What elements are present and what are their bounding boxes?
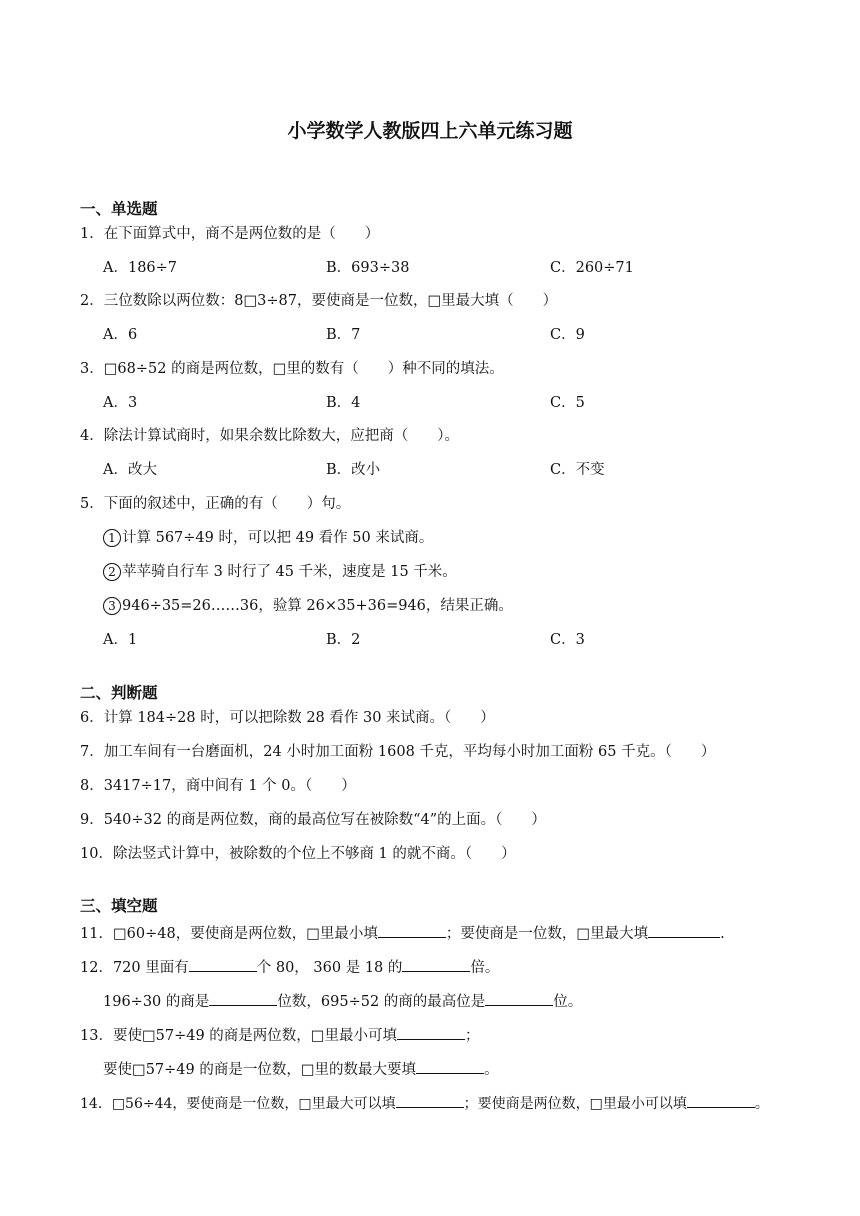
section-heading-single-choice: 一、单选题	[80, 200, 158, 218]
question-text: 个 80， 360 是 18 的	[256, 960, 403, 976]
question-13-line-2	[103, 1058, 499, 1080]
question-5-option-b: B．2	[326, 632, 361, 648]
question-13-line-1	[80, 1024, 480, 1046]
question-2-option-a: A．6	[103, 327, 138, 343]
section-heading-true-false: 二、判断题	[80, 684, 158, 702]
question-text: 位数，695÷52 的商的最高位是	[277, 994, 486, 1010]
answer-blank[interactable]	[396, 1092, 464, 1108]
answer-blank[interactable]	[485, 990, 553, 1006]
question-5-statement-3	[103, 596, 513, 616]
section-heading-fill-blank: 三、填空题	[80, 897, 158, 915]
circled-number: 1	[103, 529, 121, 547]
question-3-option-c: C．5	[550, 395, 585, 411]
question-1-option-c: C．260÷71	[550, 260, 634, 276]
question-5-option-a: A．1	[103, 632, 138, 648]
statement-text: 苹苹骑自行车 3 时行了 45 千米，速度是 15 千米。	[122, 564, 457, 580]
question-3-stem: 3．□68÷52 的商是两位数，□里的数有（ ）种不同的填法。	[80, 361, 504, 377]
question-text: 倍。	[470, 960, 500, 976]
question-text: .	[720, 926, 725, 942]
question-7: 7．加工车间有一台磨面机，24 小时加工面粉 1608 千克，平均每小时加工面粉 65 千克。（ ）	[80, 744, 716, 760]
answer-blank[interactable]	[402, 956, 470, 972]
statement-text: 946÷35=26……36，验算 26×35+36=946，结果正确。	[122, 598, 513, 614]
circled-number: 3	[103, 597, 121, 615]
page-title: 小学数学人教版四上六单元练习题	[287, 120, 573, 142]
question-4-option-b: B．改小	[326, 462, 381, 478]
answer-blank[interactable]	[687, 1092, 755, 1108]
question-12-line-2	[103, 990, 582, 1012]
question-3-option-a: A．3	[103, 395, 138, 411]
question-2-stem: 2．三位数除以两位数：8□3÷87，要使商是一位数，□里最大填（ ）	[80, 293, 558, 309]
answer-blank[interactable]	[378, 922, 446, 938]
question-4-option-c: C．不变	[550, 462, 605, 478]
question-9: 9．540÷32 的商是两位数，商的最高位写在被除数“4”的上面。（ ）	[80, 812, 546, 828]
question-text: 位。	[553, 994, 583, 1010]
answer-blank[interactable]	[648, 922, 720, 938]
answer-blank[interactable]	[397, 1024, 465, 1040]
question-4-option-a: A．改大	[103, 462, 157, 478]
question-text: 要使□57÷49 的商是一位数，□里的数最大要填	[103, 1062, 417, 1078]
question-text: 12．720 里面有	[80, 960, 189, 976]
question-text: 13．要使□57÷49 的商是两位数，□里最小可填	[80, 1028, 398, 1044]
question-text: ；要使商是一位数，□里最大填	[445, 926, 649, 942]
question-1-option-b: B．693÷38	[326, 260, 410, 276]
question-1-option-a: A．186÷7	[103, 260, 178, 276]
question-12-line-1	[80, 956, 499, 978]
question-6: 6．计算 184÷28 时，可以把除数 28 看作 30 来试商。（ ）	[80, 710, 495, 726]
question-2-option-b: B．7	[326, 327, 361, 343]
question-5-stem: 5．下面的叙述中，正确的有（ ）句。	[80, 496, 351, 512]
question-text: 196÷30 的商是	[103, 994, 210, 1010]
statement-text: 计算 567÷49 时，可以把 49 看作 50 来试商。	[122, 530, 434, 546]
question-text: 。	[754, 1096, 769, 1112]
answer-blank[interactable]	[209, 990, 277, 1006]
question-2-option-c: C．9	[550, 327, 585, 343]
question-3-option-b: B．4	[326, 395, 361, 411]
circled-number: 2	[103, 563, 121, 581]
question-text: ；要使商是两位数，□里最小可以填	[463, 1096, 687, 1112]
question-5-statement-2	[103, 562, 457, 582]
question-14	[80, 1092, 769, 1114]
question-1-stem: 1．在下面算式中，商不是两位数的是（ ）	[80, 226, 380, 242]
question-text: 14．□56÷44，要使商是一位数，□里最大可以填	[80, 1096, 396, 1112]
answer-blank[interactable]	[416, 1058, 484, 1074]
question-10: 10．除法竖式计算中，被除数的个位上不够商 1 的就不商。（ ）	[80, 846, 516, 862]
question-8: 8．3417÷17，商中间有 1 个 0。（ ）	[80, 778, 356, 794]
question-4-stem: 4．除法计算试商时，如果余数比除数大，应把商（ ）。	[80, 428, 459, 444]
answer-blank[interactable]	[189, 956, 257, 972]
question-text: 11．□60÷48，要使商是两位数，□里最小填	[80, 926, 378, 942]
question-5-option-c: C．3	[550, 632, 585, 648]
question-text: ；	[465, 1028, 480, 1044]
question-11	[80, 922, 725, 944]
question-5-statement-1	[103, 528, 433, 548]
question-text: 。	[484, 1062, 499, 1078]
